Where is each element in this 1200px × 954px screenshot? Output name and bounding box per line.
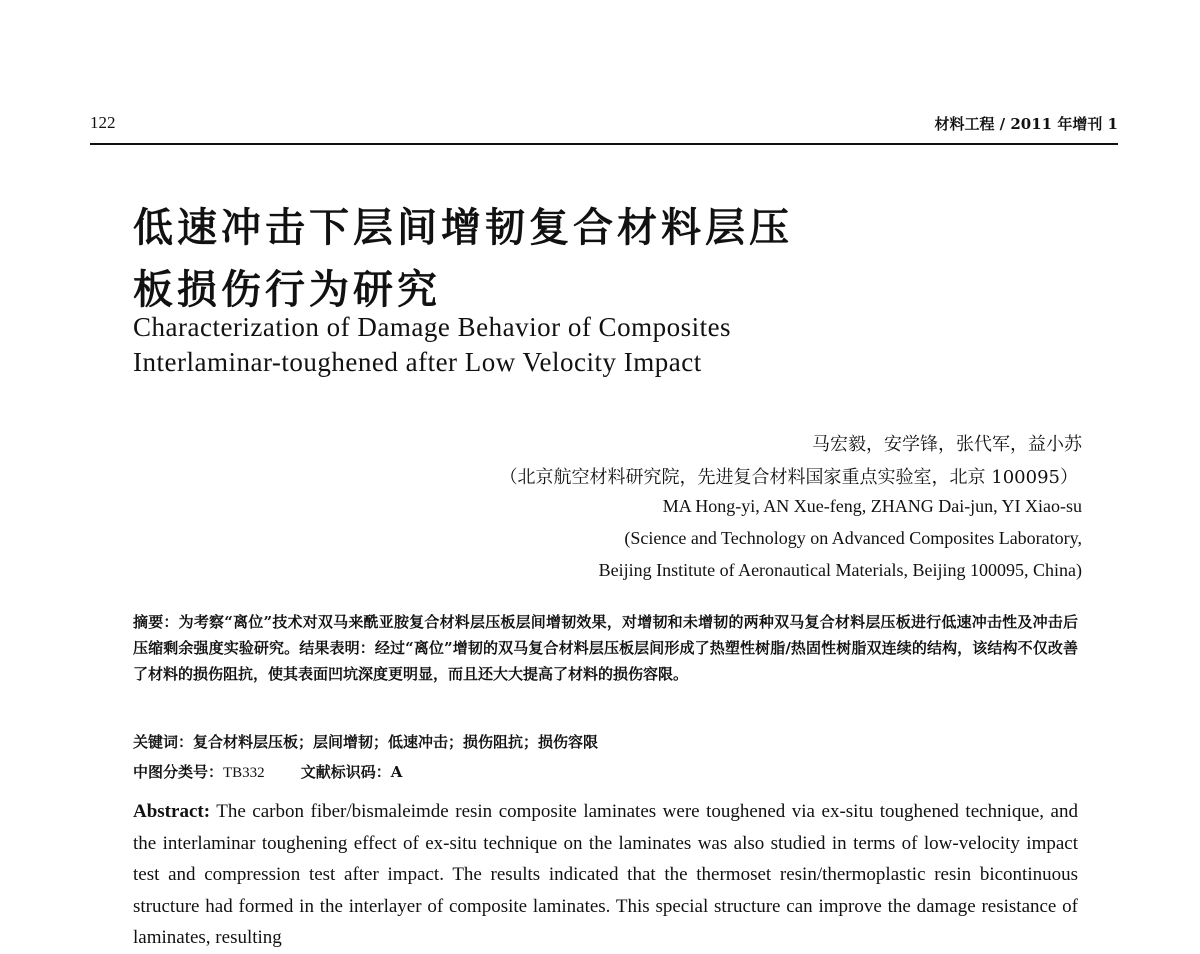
english-title-line-2: Interlaminar-toughened after Low Velocity Impact — [133, 347, 702, 377]
english-abstract-text: The carbon fiber/bismaleimde resin composite laminates were toughened via ex-situ toughened technique, and the interlaminar toughening effect of ex-situ technique on the laminates was also studied in terms of low-velocity impact test and compression test after impact. The results indicated that the thermoset resin/thermoplastic resin bicontinuous structure had formed in the interlayer of composite laminates. This special structure can improve the damage resistance of laminates, resulting — [133, 801, 1078, 948]
chinese-abstract-label: 摘要： — [133, 613, 179, 631]
document-code-value: A — [390, 763, 403, 781]
affiliation-english-line-2: Beijing Institute of Aeronautical Materials, Beijing 100095, China) — [598, 560, 1082, 580]
page-number: 122 — [90, 113, 116, 132]
document-code-label: 文献标识码： — [300, 763, 391, 781]
chinese-abstract-text: 为考察“离位”技术对双马来酰亚胺复合材料层压板层间增韧效果，对增韧和未增韧的两种双马复合材料层压板进行低速冲击性及冲击后压缩剩余强度实验研究。结果表明：经过“离位”增韧的双马复合材料层压板层间形成了热塑性树脂/热固性树脂双连续的结构，该结构不仅改善了材料的损伤阻抗，使其表面凹坑深度更明显，而且还大大提高了材料的损伤容限。 — [133, 613, 1078, 683]
clc-value: TB332 — [223, 765, 265, 781]
english-abstract-label: Abstract: — [133, 801, 211, 822]
clc-label: 中图分类号： — [133, 763, 224, 781]
authors-english: MA Hong-yi, AN Xue-feng, ZHANG Dai-jun, YI Xiao-su — [662, 496, 1082, 516]
classification-line — [133, 761, 402, 782]
keywords-label: 关键词： — [133, 733, 194, 751]
chinese-title-line-2: 板损伤行为研究 — [133, 267, 441, 313]
header-rule — [90, 143, 1118, 145]
keywords-line — [133, 731, 598, 752]
chinese-abstract — [133, 609, 1078, 687]
affiliation-chinese: （北京航空材料研究院，先进复合材料国家重点实验室，北京 100095） — [499, 467, 1078, 488]
authors-chinese: 马宏毅，安学锋，张代军，益小苏 — [812, 434, 1082, 455]
chinese-title-line-1: 低速冲击下层间增韧复合材料层压 — [133, 205, 793, 251]
journal-header: 材料工程 / 2011 年增刊 1 — [934, 115, 1118, 133]
english-title-line-1: Characterization of Damage Behavior of Composites — [133, 312, 732, 342]
affiliation-english-line-1: (Science and Technology on Advanced Composites Laboratory, — [624, 528, 1082, 548]
keywords-text: 复合材料层压板；层间增韧；低速冲击；损伤阻抗；损伤容限 — [193, 733, 599, 751]
english-abstract — [133, 796, 1078, 954]
